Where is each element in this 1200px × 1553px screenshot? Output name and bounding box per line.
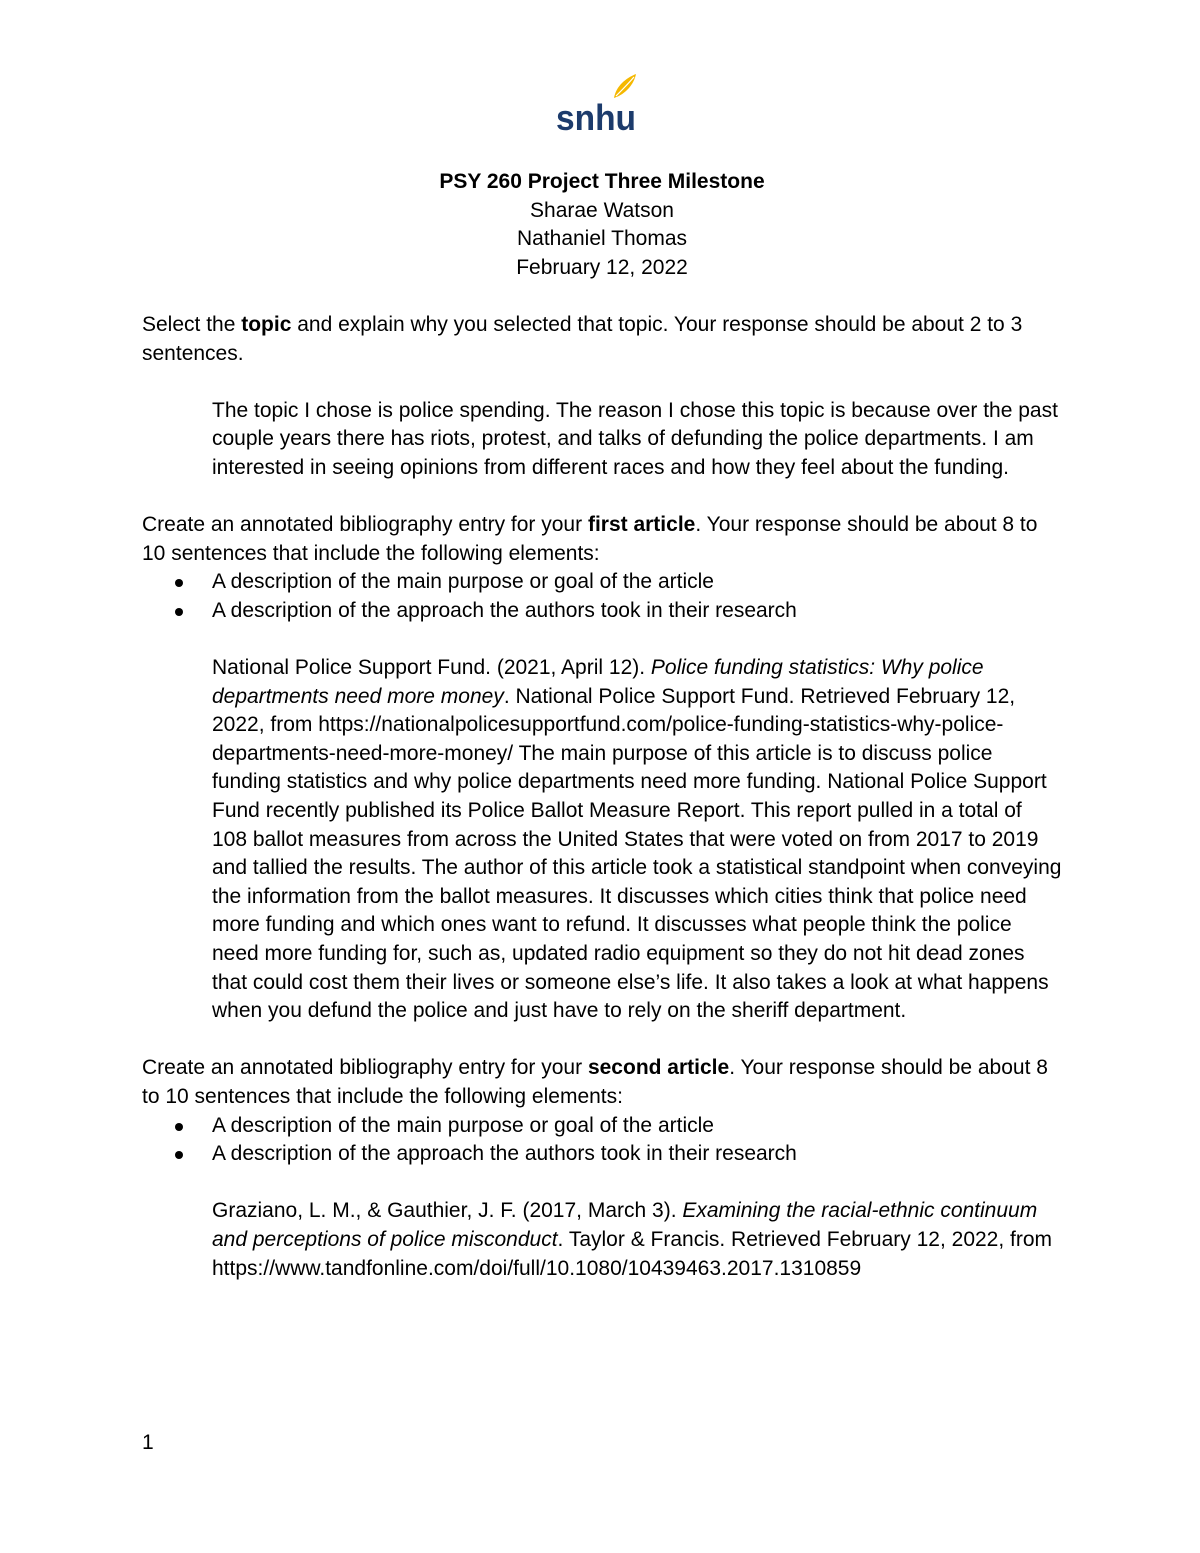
snhu-logo-graphic	[556, 72, 640, 134]
logo-text: snhu	[556, 97, 636, 134]
second-article-requirements	[142, 1112, 1062, 1169]
page-title: PSY 260 Project Three Milestone	[439, 170, 765, 193]
second-article-entry: Graziano, L. M., & Gauthier, J. F. (2017, March 3). Examining the racial-ethnic continuum and perceptions of police misconduct. Taylor & Francis. Retrieved February 12, 2022, from https://www.tandfonline.com/doi/full/10.1080/10439463.2017.1310859	[212, 1199, 1053, 1280]
first-article-requirements	[142, 568, 1062, 625]
page-number: 1	[142, 1431, 154, 1454]
snhu-logo	[556, 72, 640, 134]
prompt-first-article: Create an annotated bibliography entry for your first article. Your response should be about 8 to 10 sentences that include the following elements:	[142, 513, 1038, 565]
answer-topic: The topic I chose is police spending. The reason I chose this topic is because over the past couple years there has riots, protest, and talks of defunding the police departments. I am interested in seeing opinions from different races and how they feel about the funding.	[212, 398, 1058, 479]
list-item: A description of the main purpose or goal of the article	[142, 568, 1062, 597]
first-article-title: Police funding statistics: Why police departments need more money	[212, 656, 984, 708]
list-item: A description of the approach the authors took in their research	[142, 1140, 1062, 1169]
second-article-title: Examining the racial-ethnic continuum and perceptions of police misconduct	[212, 1199, 1038, 1251]
document-date: February 12, 2022	[516, 255, 688, 279]
prompt-topic: Select the topic and explain why you selected that topic. Your response should be about 2 to 3 sentences.	[142, 312, 1023, 365]
prompt-second-article: Create an annotated bibliography entry for your second article. Your response should be about 8 to 10 sentences that include the following elements:	[142, 1056, 1048, 1108]
instructor-name: Nathaniel Thomas	[516, 227, 688, 251]
first-article-entry: National Police Support Fund. (2021, April 12). Police funding statistics: Why police departments need more money. National Police Support Fund. Retrieved February 12, 2022, from https://nationalpolicesupportfund.com/police-funding-statistics-why-police-departments-need-more-money/ The main purpose of this article is to discuss police funding statistics and why police departments need more funding. National Police Support Fund recently published its Police Ballot Measure Report. This report pulled in a total of 108 ballot measures from across the United States that were voted on from 2017 to 2019 and tallied the results. The author of this article took a statistical standpoint when conveying the information from the ballot measures. It discusses which cities think that police need more funding and which ones want to refund. It discusses what people think the police need more funding for, such as, updated radio equipment so they do not hit dead zones that could cost them their lives or someone else’s life. It also takes a look at what happens when you defund the police and just have to rely on the sheriff department.	[212, 656, 1062, 1023]
author-name: Sharae Watson	[530, 198, 674, 222]
list-item: A description of the approach the authors took in their research	[142, 597, 1062, 626]
list-item: A description of the main purpose or goal of the article	[142, 1112, 1062, 1141]
document-body	[142, 168, 1062, 1283]
